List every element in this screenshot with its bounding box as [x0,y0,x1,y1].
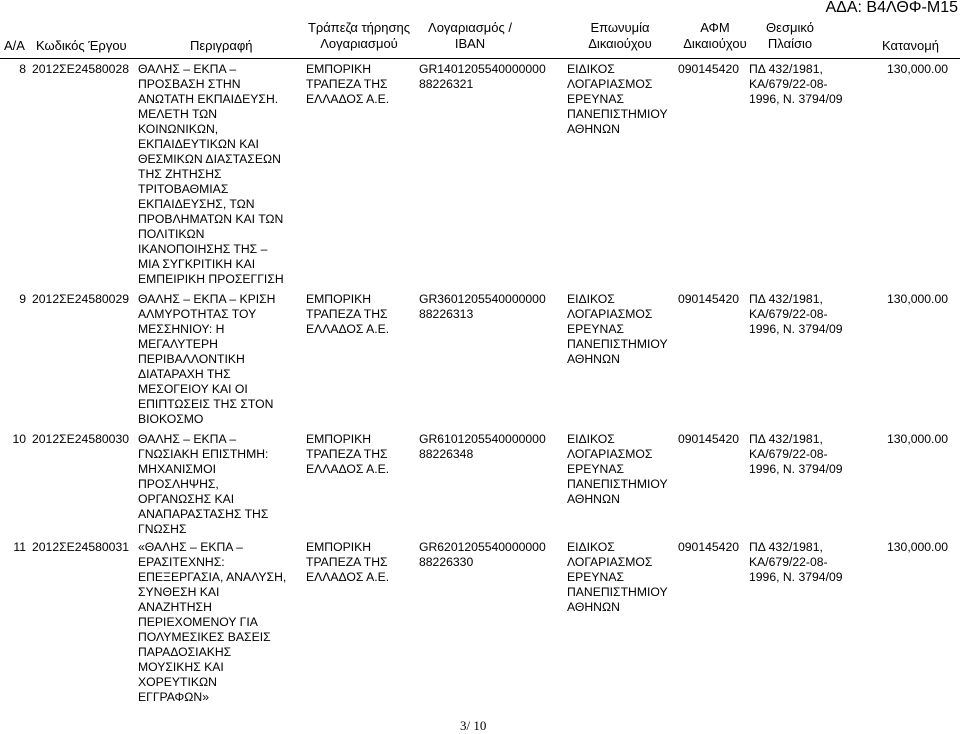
header-legal-framework [755,20,825,52]
afm: 090145420 [678,62,740,76]
legal-line: 1996, Ν. 3794/09 [749,462,843,476]
afm: 090145420 [678,292,740,306]
header-aa: Α/Α [4,38,25,53]
bank-line: ΤΡΑΠΕΖΑ ΤΗΣ [306,555,388,569]
legal-line: 1996, Ν. 3794/09 [749,92,843,106]
bank-line: ΤΡΑΠΕΖΑ ΤΗΣ [306,307,388,321]
project-description [138,540,298,705]
project-description [138,432,298,537]
header-legal-line: Θεσμικό [766,20,814,35]
header-name-line: Δικαιούχου [588,36,652,51]
description-line: ΘΑΛΗΣ – ΕΚΠΑ – [138,432,237,446]
legal-line: ΠΔ 432/1981, [749,292,823,306]
description-line: ΠΟΛΥΜΕΣΙΚΕΣ ΒΑΣΕΙΣ [138,630,271,644]
bank-line: ΤΡΑΠΕΖΑ ΤΗΣ [306,77,388,91]
description-line: ΟΡΓΑΝΩΣΗΣ ΚΑΙ [138,492,235,506]
header-bank-line: Λογαριασμού [320,36,398,51]
header-bank [296,20,422,52]
description-line: ΜΗΧΑΝΙΣΜΟΙ [138,462,216,476]
allocation-amount: 130,000.00 [887,540,948,554]
description-line: ΜΕΣΟΓΕΙΟΥ ΚΑΙ ΟΙ [138,382,248,396]
bank-line: ΕΛΛΑΔΟΣ Α.Ε. [306,462,390,476]
project-description [138,62,298,287]
header-description: Περιγραφή [190,38,253,53]
description-line: ΑΝΩΤΑΤΗ ΕΚΠΑΙΔΕΥΣΗ. [138,92,279,106]
bank-line: ΕΜΠΟΡΙΚΗ [306,62,372,76]
legal-line: 1996, Ν. 3794/09 [749,322,843,336]
legal-framework [749,432,854,477]
name-line: ΑΘΗΝΩΝ [567,600,620,614]
row-number: 11 [13,540,26,554]
description-line: ΠΕΡΙΒΑΛΛΟΝΤΙΚΗ [138,352,245,366]
beneficiary-name [567,292,672,367]
description-line: «ΘΑΛΗΣ – ΕΚΠΑ – [138,540,243,554]
allocation-amount: 130,000.00 [887,292,948,306]
description-line: ΜΟΥΣΙΚΗΣ ΚΑΙ [138,660,224,674]
allocation-amount: 130,000.00 [887,62,948,76]
name-line: ΠΑΝΕΠΙΣΤΗΜΙΟΥ [567,107,668,121]
header-name-line: Επωνυμία [590,20,650,35]
header-afm [675,20,755,52]
description-line: ΑΛΜΥΡΟΤΗΤΑΣ ΤΟΥ [138,307,257,321]
name-line: ΕΡΕΥΝΑΣ [567,92,624,106]
legal-line: ΚΑ/679/22-08- [749,307,828,321]
header-afm-line: Δικαιούχου [683,36,747,51]
description-line: ΤΡΙΤΟΒΑΘΜΙΑΣ [138,182,229,196]
description-line: ΠΡΟΣΒΑΣΗ ΣΤΗΝ [138,77,241,91]
description-line: ΕΜΠΕΙΡΙΚΗ ΠΡΟΣΕΓΓΙΣΗ [138,272,284,286]
legal-framework [749,292,854,337]
description-line: ΠΡΟΒΛΗΜΑΤΩΝ ΚΑΙ ΤΩΝ [138,212,284,226]
header-iban-line: Λογαριασμός / [428,20,512,35]
name-line: ΠΑΝΕΠΙΣΤΗΜΙΟΥ [567,337,668,351]
header-afm-line: ΑΦΜ [700,20,730,35]
row-number: 9 [19,292,26,306]
description-line: ΜΕΣΣΗΝΙΟΥ: Η [138,322,225,336]
iban [419,540,546,570]
ada-code: ΑΔΑ: Β4ΛΘΦ-Μ15 [825,0,958,16]
bank-name [306,540,406,585]
legal-line: 1996, Ν. 3794/09 [749,570,843,584]
name-line: ΕΙΔΙΚΟΣ [567,62,615,76]
iban-line: GR1401205540000000 [419,62,546,76]
name-line: ΠΑΝΕΠΙΣΤΗΜΙΟΥ [567,477,668,491]
name-line: ΕΡΕΥΝΑΣ [567,570,624,584]
legal-line: ΠΔ 432/1981, [749,432,823,446]
description-line: ΠΡΟΣΛΗΨΗΣ, [138,477,219,491]
description-line: ΙΚΑΝΟΠΟΙΗΣΗΣ ΤΗΣ – [138,242,268,256]
description-line: ΕΠΙΠΤΩΣΕΙΣ ΤΗΣ ΣΤΟΝ [138,397,274,411]
header-divider [0,58,960,59]
beneficiary-name [567,432,672,507]
iban-line: 88226321 [419,77,474,91]
header-beneficiary-name [575,20,665,52]
name-line: ΛΟΓΑΡΙΑΣΜΟΣ [567,447,653,461]
bank-name [306,292,406,337]
name-line: ΛΟΓΑΡΙΑΣΜΟΣ [567,77,653,91]
project-code: 2012ΣΕ24580028 [32,62,130,76]
legal-line: ΠΔ 432/1981, [749,62,823,76]
name-line: ΕΡΕΥΝΑΣ [567,462,624,476]
bank-line: ΕΛΛΑΔΟΣ Α.Ε. [306,92,390,106]
allocation-amount: 130,000.00 [887,432,948,446]
bank-line: ΕΛΛΑΔΟΣ Α.Ε. [306,570,390,584]
description-line: ΕΚΠΑΙΔΕΥΣΗΣ, ΤΩΝ [138,197,255,211]
legal-line: ΚΑ/679/22-08- [749,555,828,569]
afm: 090145420 [678,540,740,554]
description-line: ΤΗΣ ΖΗΤΗΣΗΣ [138,167,222,181]
description-line: ΠΕΡΙΕΧΟΜΕΝΟΥ ΓΙΑ [138,615,258,629]
name-line: ΕΙΔΙΚΟΣ [567,540,615,554]
row-number: 10 [12,432,26,446]
bank-line: ΕΜΠΟΡΙΚΗ [306,292,372,306]
header-iban [420,20,520,52]
description-line: ΠΑΡΑΔΟΣΙΑΚΗΣ [138,645,232,659]
description-line: ΕΠΕΞΕΡΓΑΣΙΑ, ΑΝΑΛΥΣΗ, [138,570,287,584]
project-code: 2012ΣΕ24580029 [32,292,130,306]
bank-line: ΤΡΑΠΕΖΑ ΤΗΣ [306,447,388,461]
bank-line: ΕΛΛΑΔΟΣ Α.Ε. [306,322,390,336]
iban [419,62,546,92]
name-line: ΛΟΓΑΡΙΑΣΜΟΣ [567,307,653,321]
header-bank-line: Τράπεζα τήρησης [307,20,411,35]
iban [419,292,546,322]
page-number [460,718,486,734]
bank-name [306,432,406,477]
bank-line: ΕΜΠΟΡΙΚΗ [306,432,372,446]
name-line: ΑΘΗΝΩΝ [567,492,620,506]
description-line: ΘΑΛΗΣ – ΕΚΠΑ – [138,62,237,76]
name-line: ΛΟΓΑΡΙΑΣΜΟΣ [567,555,653,569]
afm: 090145420 [678,432,740,446]
description-line: ΓΝΩΣΗΣ [138,522,187,536]
legal-framework [749,540,854,585]
bank-line: ΕΜΠΟΡΙΚΗ [306,540,372,554]
description-line: ΕΚΠΑΙΔΕΥΤΙΚΩΝ ΚΑΙ [138,137,259,151]
name-line: ΕΙΔΙΚΟΣ [567,292,615,306]
beneficiary-name [567,540,672,615]
row-number: 8 [19,62,26,76]
name-line: ΠΑΝΕΠΙΣΤΗΜΙΟΥ [567,585,668,599]
description-line: ΚΟΙΝΩΝΙΚΩΝ, [138,122,219,136]
description-line: ΧΟΡΕΥΤΙΚΩΝ [138,675,217,689]
iban-line: 88226330 [419,555,474,569]
page-current: 3 [460,718,467,733]
beneficiary-name [567,62,672,137]
description-line: ΑΝΑΖΗΤΗΣΗ [138,600,212,614]
description-line: ΜΙΑ ΣΥΓΚΡΙΤΙΚΗ ΚΑΙ [138,257,256,271]
iban-line: GR6101205540000000 [419,432,546,446]
bank-name [306,62,406,107]
description-line: ΑΝΑΠΑΡΑΣΤΑΣΗΣ ΤΗΣ [138,507,269,521]
iban-line: 88226348 [419,447,474,461]
description-line: ΕΡΑΣΙΤΕΧΝΗΣ: [138,555,225,569]
name-line: ΑΘΗΝΩΝ [567,352,620,366]
description-line: ΓΝΩΣΙΑΚΗ ΕΠΙΣΤΗΜΗ: [138,447,269,461]
name-line: ΕΡΕΥΝΑΣ [567,322,624,336]
iban-line: 88226313 [419,307,474,321]
legal-line: ΚΑ/679/22-08- [749,77,828,91]
description-line: ΘΑΛΗΣ – ΕΚΠΑ – ΚΡΙΣΗ [138,292,276,306]
description-line: ΜΕΓΑΛΥΤΕΡΗ [138,337,218,351]
name-line: ΕΙΔΙΚΟΣ [567,432,615,446]
legal-line: ΚΑ/679/22-08- [749,447,828,461]
name-line: ΑΘΗΝΩΝ [567,122,620,136]
header-legal-line: Πλαίσιο [767,36,813,51]
description-line: ΒΙΟΚΟΣΜΟ [138,412,204,426]
page-total: 10 [473,718,487,733]
iban-line: GR6201205540000000 [419,540,546,554]
iban-line: GR3601205540000000 [419,292,546,306]
description-line: ΠΟΛΙΤΙΚΩΝ [138,227,205,241]
legal-framework [749,62,854,107]
header-code: Κωδικός Έργου [36,38,127,53]
description-line: ΣΥΝΘΕΣΗ ΚΑΙ [138,585,220,599]
description-line: ΔΙΑΤΑΡΑΧΗ ΤΗΣ [138,367,231,381]
description-line: ΘΕΣΜΙΚΩΝ ΔΙΑΣΤΑΣΕΩΝ [138,152,281,166]
header-amount: Κατανομή [882,38,939,53]
header-iban-line: IBAN [454,36,486,51]
project-description [138,292,298,427]
page-separator: / [466,718,474,733]
project-code: 2012ΣΕ24580031 [32,540,130,554]
description-line: ΕΓΓΡΑΦΩΝ» [138,690,209,704]
project-code: 2012ΣΕ24580030 [32,432,130,446]
legal-line: ΠΔ 432/1981, [749,540,823,554]
iban [419,432,546,462]
description-line: ΜΕΛΕΤΗ ΤΩΝ [138,107,218,121]
